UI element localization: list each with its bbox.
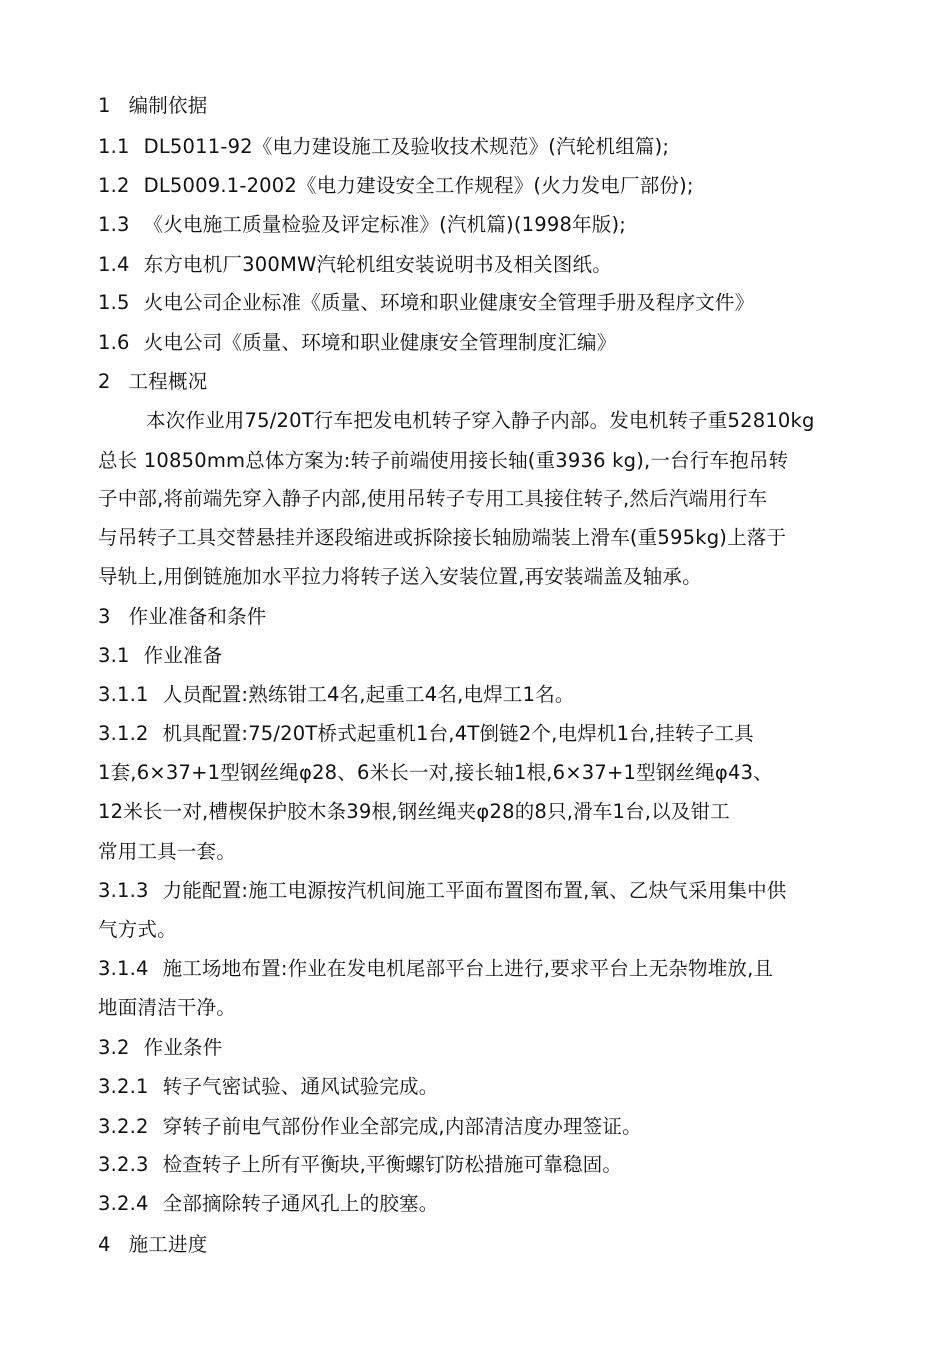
heading-line: 3 作业准备和条件 <box>98 605 267 628</box>
paragraph-line: 12米长一对,槽楔保护胶木条39根,钢丝绳夹φ28的8只,滑车1台,以及钳工 <box>98 800 731 823</box>
text-line: 3.2.4 全部摘除转子通风孔上的胶塞。 <box>98 1192 439 1215</box>
paragraph-line: 1套,6×37+1型钢丝绳φ28、6米长一对,接长轴1根,6×37+1型钢丝绳φ43、 <box>98 761 773 784</box>
text-line: 3.2.3 检查转子上所有平衡块,平衡螺钉防松措施可靠稳固。 <box>98 1153 623 1176</box>
text-line: 1.4 东方电机厂300MW汽轮机组安装说明书及相关图纸。 <box>98 253 612 276</box>
text-line: 3.2.1 转子气密试验、通风试验完成。 <box>98 1075 439 1098</box>
text-line: 1.3 《火电施工质量检验及评定标准》(汽机篇)(1998年版); <box>98 213 627 236</box>
paragraph-line: 总长 10850mm总体方案为:转子前端使用接长轴(重3936 kg),一台行车抱吊转 <box>98 449 789 472</box>
text-line: 3.1.1 人员配置:熟练钳工4名,起重工4名,电焊工1名。 <box>98 683 575 706</box>
text-line: 3.1.3 力能配置:施工电源按汽机间施工平面布置图布置,氧、乙炔气采用集中供 <box>98 879 787 902</box>
text-line: 1.2 DL5009.1-2002《电力建设安全工作规程》(火力发电厂部份); <box>98 174 694 197</box>
text-line: 1.6 火电公司《质量、环境和职业健康安全管理制度汇编》 <box>98 331 617 354</box>
paragraph-line: 地面清洁干净。 <box>98 996 236 1019</box>
text-line: 3.1.2 机具配置:75/20T桥式起重机1台,4T倒链2个,电焊机1台,挂转子工具 <box>98 722 754 745</box>
paragraph-line: 气方式。 <box>98 918 177 941</box>
text-line: 3.2.2 穿转子前电气部份作业全部完成,内部清洁度办理签证。 <box>98 1115 642 1138</box>
paragraph-line: 与吊转子工具交替悬挂并逐段缩进或拆除接长轴励端装上滑车(重595kg)上落于 <box>98 526 787 549</box>
paragraph-line: 常用工具一套。 <box>98 840 236 863</box>
heading-line: 3.1 作业准备 <box>98 644 223 667</box>
text-line: 1.5 火电公司企业标准《质量、环境和职业健康安全管理手册及程序文件》 <box>98 291 755 314</box>
paragraph-line: 本次作业用75/20T行车把发电机转子穿入静子内部。发电机转子重52810kg <box>146 409 815 432</box>
heading-line: 1 编制依据 <box>98 94 208 117</box>
heading-line: 4 施工进度 <box>98 1233 208 1256</box>
heading-line: 3.2 作业条件 <box>98 1036 223 1059</box>
heading-line: 2 工程概况 <box>98 370 208 393</box>
paragraph-line: 导轨上,用倒链施加水平拉力将转子送入安装位置,再安装端盖及轴承。 <box>98 565 702 588</box>
text-line: 3.1.4 施工场地布置:作业在发电机尾部平台上进行,要求平台上无杂物堆放,且 <box>98 957 774 980</box>
paragraph-line: 子中部,将前端先穿入静子内部,使用吊转子专用工具接住转子,然后汽端用行车 <box>98 487 768 510</box>
text-line: 1.1 DL5011-92《电力建设施工及验收技术规范》(汽轮机组篇); <box>98 135 670 158</box>
